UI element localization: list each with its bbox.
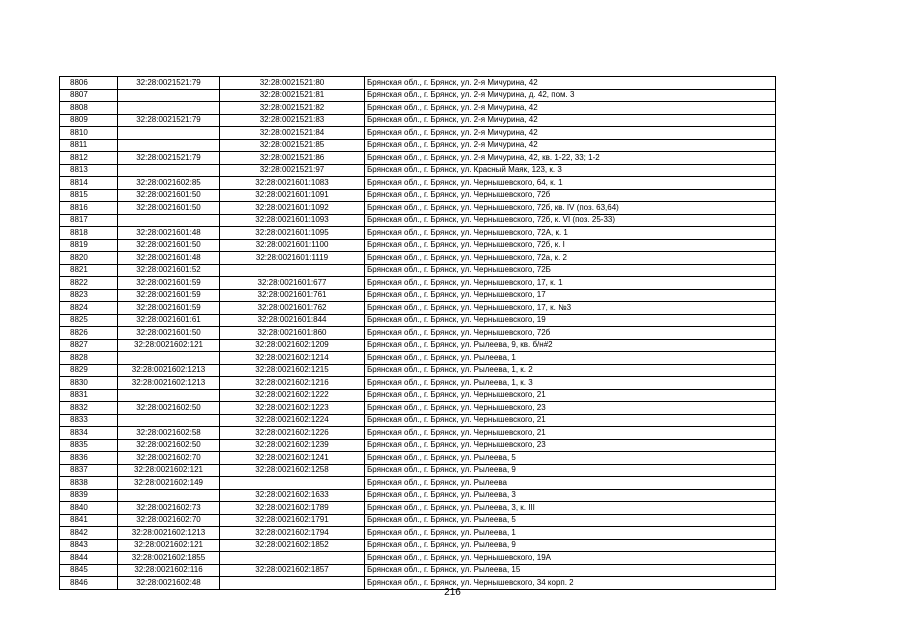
table-row <box>60 252 776 265</box>
table-row <box>60 214 776 227</box>
row-number-cell: 8809 <box>60 114 118 127</box>
table-row <box>60 377 776 390</box>
cadastral-number-cell: 32:28:0021601:677 <box>220 277 365 290</box>
address-cell: Брянская обл., г. Брянск, ул. 2-я Мичурина, 42, кв. 1-22, 33; 1-2 <box>365 152 776 165</box>
table-row <box>60 202 776 215</box>
row-number-cell: 8821 <box>60 264 118 277</box>
cadastral-number-cell: 32:28:0021602:1216 <box>220 377 365 390</box>
table-row <box>60 452 776 465</box>
address-cell: Брянская обл., г. Брянск, ул. 2-я Мичурина, 42 <box>365 139 776 152</box>
parent-cadastral-number-cell: 32:28:0021601:50 <box>118 202 220 215</box>
cadastral-number-cell: 32:28:0021602:1258 <box>220 464 365 477</box>
parent-cadastral-number-cell: 32:28:0021602:73 <box>118 502 220 515</box>
table-row <box>60 289 776 302</box>
address-cell: Брянская обл., г. Брянск, ул. Чернышевского, 72б <box>365 327 776 340</box>
cadastral-number-cell: 32:28:0021601:1093 <box>220 214 365 227</box>
cadastral-number-cell: 32:28:0021602:1224 <box>220 414 365 427</box>
row-number-cell: 8841 <box>60 514 118 527</box>
table-row <box>60 239 776 252</box>
parent-cadastral-number-cell: 32:28:0021602:70 <box>118 514 220 527</box>
address-cell: Брянская обл., г. Брянск, ул. Чернышевского, 72Б <box>365 264 776 277</box>
row-number-cell: 8837 <box>60 464 118 477</box>
address-cell: Брянская обл., г. Брянск, ул. 2-я Мичурина, 42 <box>365 102 776 115</box>
row-number-cell: 8846 <box>60 577 118 590</box>
cadastral-number-cell: 32:28:0021602:1791 <box>220 514 365 527</box>
parent-cadastral-number-cell: 32:28:0021602:1213 <box>118 527 220 540</box>
parent-cadastral-number-cell: 32:28:0021602:121 <box>118 464 220 477</box>
table-row <box>60 227 776 240</box>
cadastral-number-cell: 32:28:0021602:1857 <box>220 564 365 577</box>
table-row <box>60 77 776 90</box>
address-cell: Брянская обл., г. Брянск, ул. Чернышевского, 72б <box>365 189 776 202</box>
row-number-cell: 8810 <box>60 127 118 140</box>
address-cell: Брянская обл., г. Брянск, ул. Чернышевского, 21 <box>365 414 776 427</box>
address-cell: Брянская обл., г. Брянск, ул. Рылеева, 3, к. III <box>365 502 776 515</box>
address-cell: Брянская обл., г. Брянск, ул. Чернышевского, 19А <box>365 552 776 565</box>
address-cell: Брянская обл., г. Брянск, ул. Чернышевского, 72б, к. VI (поз. 25-33) <box>365 214 776 227</box>
cadastral-number-cell: 32:28:0021602:1226 <box>220 427 365 440</box>
row-number-cell: 8845 <box>60 564 118 577</box>
address-cell: Брянская обл., г. Брянск, ул. Рылеева, 1 <box>365 352 776 365</box>
address-cell: Брянская обл., г. Брянск, ул. Чернышевского, 72А, к. 1 <box>365 227 776 240</box>
table-row <box>60 514 776 527</box>
row-number-cell: 8839 <box>60 489 118 502</box>
table-row <box>60 564 776 577</box>
parent-cadastral-number-cell: 32:28:0021601:59 <box>118 302 220 315</box>
address-cell: Брянская обл., г. Брянск, ул. 2-я Мичурина, 42 <box>365 77 776 90</box>
parent-cadastral-number-cell: 32:28:0021521:79 <box>118 77 220 90</box>
address-cell: Брянская обл., г. Брянск, ул. Чернышевского, 17, к. 1 <box>365 277 776 290</box>
parent-cadastral-number-cell: 32:28:0021601:59 <box>118 289 220 302</box>
address-cell: Брянская обл., г. Брянск, ул. Чернышевского, 19 <box>365 314 776 327</box>
parent-cadastral-number-cell: 32:28:0021602:121 <box>118 539 220 552</box>
row-number-cell: 8817 <box>60 214 118 227</box>
cadastral-number-cell: 32:28:0021601:1092 <box>220 202 365 215</box>
address-cell: Брянская обл., г. Брянск, ул. Чернышевского, 23 <box>365 439 776 452</box>
cadastral-number-cell: 32:28:0021601:762 <box>220 302 365 315</box>
parent-cadastral-number-cell: 32:28:0021602:116 <box>118 564 220 577</box>
cadastral-number-cell: 32:28:0021602:1209 <box>220 339 365 352</box>
parent-cadastral-number-cell: 32:28:0021601:59 <box>118 277 220 290</box>
address-cell: Брянская обл., г. Брянск, ул. Рылеева <box>365 477 776 490</box>
row-number-cell: 8843 <box>60 539 118 552</box>
table-row <box>60 177 776 190</box>
address-cell: Брянская обл., г. Брянск, ул. Чернышевского, 17, к. №3 <box>365 302 776 315</box>
cadastral-number-cell: 32:28:0021601:1091 <box>220 189 365 202</box>
row-number-cell: 8816 <box>60 202 118 215</box>
cadastral-number-cell: 32:28:0021602:1789 <box>220 502 365 515</box>
cadastral-number-cell: 32:28:0021602:1852 <box>220 539 365 552</box>
row-number-cell: 8834 <box>60 427 118 440</box>
row-number-cell: 8830 <box>60 377 118 390</box>
cadastral-number-cell: 32:28:0021601:761 <box>220 289 365 302</box>
row-number-cell: 8844 <box>60 552 118 565</box>
cadastral-number-cell <box>220 552 365 565</box>
row-number-cell: 8814 <box>60 177 118 190</box>
row-number-cell: 8807 <box>60 89 118 102</box>
table-row <box>60 477 776 490</box>
address-cell: Брянская обл., г. Брянск, ул. Чернышевского, 64, к. 1 <box>365 177 776 190</box>
table-row <box>60 389 776 402</box>
page-number: 216 <box>444 587 461 598</box>
address-cell: Брянская обл., г. Брянск, ул. Красный Маяк, 123, к. 3 <box>365 164 776 177</box>
table-row <box>60 502 776 515</box>
cadastral-number-cell: 32:28:0021602:1222 <box>220 389 365 402</box>
parent-cadastral-number-cell <box>118 102 220 115</box>
parent-cadastral-number-cell <box>118 414 220 427</box>
parent-cadastral-number-cell: 32:28:0021602:149 <box>118 477 220 490</box>
parent-cadastral-number-cell: 32:28:0021602:50 <box>118 402 220 415</box>
address-cell: Брянская обл., г. Брянск, ул. Рылеева, 5 <box>365 514 776 527</box>
cadastral-number-cell: 32:28:0021602:1794 <box>220 527 365 540</box>
table-row <box>60 302 776 315</box>
property-table <box>59 76 776 590</box>
table-row <box>60 114 776 127</box>
parent-cadastral-number-cell: 32:28:0021602:70 <box>118 452 220 465</box>
parent-cadastral-number-cell: 32:28:0021601:61 <box>118 314 220 327</box>
parent-cadastral-number-cell <box>118 489 220 502</box>
table-row <box>60 89 776 102</box>
row-number-cell: 8827 <box>60 339 118 352</box>
address-cell: Брянская обл., г. Брянск, ул. Чернышевского, 21 <box>365 389 776 402</box>
property-table-body <box>60 77 776 590</box>
row-number-cell: 8835 <box>60 439 118 452</box>
row-number-cell: 8823 <box>60 289 118 302</box>
parent-cadastral-number-cell: 32:28:0021602:50 <box>118 439 220 452</box>
address-cell: Брянская обл., г. Брянск, ул. 2-я Мичурина, 42 <box>365 114 776 127</box>
row-number-cell: 8815 <box>60 189 118 202</box>
cadastral-number-cell: 32:28:0021602:1214 <box>220 352 365 365</box>
address-cell: Брянская обл., г. Брянск, ул. Чернышевского, 72б, кв. IV (поз. 63,64) <box>365 202 776 215</box>
address-cell: Брянская обл., г. Брянск, ул. Рылеева, 3 <box>365 489 776 502</box>
parent-cadastral-number-cell <box>118 127 220 140</box>
cadastral-number-cell: 32:28:0021521:82 <box>220 102 365 115</box>
table-row <box>60 127 776 140</box>
parent-cadastral-number-cell: 32:28:0021601:50 <box>118 239 220 252</box>
parent-cadastral-number-cell <box>118 89 220 102</box>
cadastral-number-cell: 32:28:0021521:85 <box>220 139 365 152</box>
row-number-cell: 8833 <box>60 414 118 427</box>
table-row <box>60 139 776 152</box>
row-number-cell: 8819 <box>60 239 118 252</box>
address-cell: Брянская обл., г. Брянск, ул. Рылеева, 15 <box>365 564 776 577</box>
cadastral-number-cell: 32:28:0021521:81 <box>220 89 365 102</box>
table-row <box>60 352 776 365</box>
parent-cadastral-number-cell <box>118 389 220 402</box>
parent-cadastral-number-cell: 32:28:0021602:58 <box>118 427 220 440</box>
row-number-cell: 8812 <box>60 152 118 165</box>
table-row <box>60 189 776 202</box>
row-number-cell: 8828 <box>60 352 118 365</box>
row-number-cell: 8822 <box>60 277 118 290</box>
parent-cadastral-number-cell: 32:28:0021602:1855 <box>118 552 220 565</box>
row-number-cell: 8840 <box>60 502 118 515</box>
cadastral-number-cell <box>220 477 365 490</box>
table-row <box>60 439 776 452</box>
parent-cadastral-number-cell: 32:28:0021602:121 <box>118 339 220 352</box>
table-row <box>60 527 776 540</box>
row-number-cell: 8829 <box>60 364 118 377</box>
address-cell: Брянская обл., г. Брянск, ул. Чернышевского, 17 <box>365 289 776 302</box>
cadastral-number-cell: 32:28:0021521:84 <box>220 127 365 140</box>
cadastral-number-cell: 32:28:0021521:83 <box>220 114 365 127</box>
parent-cadastral-number-cell: 32:28:0021601:48 <box>118 252 220 265</box>
row-number-cell: 8836 <box>60 452 118 465</box>
address-cell: Брянская обл., г. Брянск, ул. Рылеева, 1 <box>365 527 776 540</box>
cadastral-number-cell: 32:28:0021521:86 <box>220 152 365 165</box>
parent-cadastral-number-cell: 32:28:0021602:85 <box>118 177 220 190</box>
parent-cadastral-number-cell: 32:28:0021602:1213 <box>118 364 220 377</box>
parent-cadastral-number-cell: 32:28:0021602:48 <box>118 577 220 590</box>
address-cell: Брянская обл., г. Брянск, ул. Чернышевского, 21 <box>365 427 776 440</box>
table-row <box>60 539 776 552</box>
cadastral-number-cell: 32:28:0021601:1095 <box>220 227 365 240</box>
address-cell: Брянская обл., г. Брянск, ул. Рылеева, 9 <box>365 464 776 477</box>
row-number-cell: 8806 <box>60 77 118 90</box>
row-number-cell: 8824 <box>60 302 118 315</box>
cadastral-number-cell: 32:28:0021602:1239 <box>220 439 365 452</box>
table-row <box>60 464 776 477</box>
table-row <box>60 402 776 415</box>
table-row <box>60 364 776 377</box>
table-row <box>60 164 776 177</box>
table-row <box>60 552 776 565</box>
table-row <box>60 427 776 440</box>
address-cell: Брянская обл., г. Брянск, ул. Чернышевского, 72б, к. I <box>365 239 776 252</box>
address-cell: Брянская обл., г. Брянск, ул. Рылеева, 5 <box>365 452 776 465</box>
parent-cadastral-number-cell: 32:28:0021601:50 <box>118 327 220 340</box>
cadastral-number-cell: 32:28:0021601:1083 <box>220 177 365 190</box>
row-number-cell: 8832 <box>60 402 118 415</box>
row-number-cell: 8842 <box>60 527 118 540</box>
cadastral-number-cell: 32:28:0021602:1633 <box>220 489 365 502</box>
address-cell: Брянская обл., г. Брянск, ул. 2-я Мичурина, д. 42, пом. 3 <box>365 89 776 102</box>
parent-cadastral-number-cell: 32:28:0021601:48 <box>118 227 220 240</box>
parent-cadastral-number-cell: 32:28:0021521:79 <box>118 152 220 165</box>
cadastral-number-cell: 32:28:0021521:97 <box>220 164 365 177</box>
parent-cadastral-number-cell <box>118 214 220 227</box>
address-cell: Брянская обл., г. Брянск, ул. Рылеева, 9 <box>365 539 776 552</box>
address-cell: Брянская обл., г. Брянск, ул. Чернышевского, 23 <box>365 402 776 415</box>
address-cell: Брянская обл., г. Брянск, ул. Чернышевского, 34 корп. 2 <box>365 577 776 590</box>
parent-cadastral-number-cell <box>118 164 220 177</box>
row-number-cell: 8818 <box>60 227 118 240</box>
cadastral-number-cell <box>220 264 365 277</box>
parent-cadastral-number-cell: 32:28:0021601:50 <box>118 189 220 202</box>
address-cell: Брянская обл., г. Брянск, ул. Чернышевского, 72а, к. 2 <box>365 252 776 265</box>
row-number-cell: 8811 <box>60 139 118 152</box>
table-row <box>60 414 776 427</box>
parent-cadastral-number-cell <box>118 352 220 365</box>
cadastral-number-cell: 32:28:0021521:80 <box>220 77 365 90</box>
table-row <box>60 152 776 165</box>
row-number-cell: 8831 <box>60 389 118 402</box>
table-row <box>60 489 776 502</box>
cadastral-number-cell: 32:28:0021602:1223 <box>220 402 365 415</box>
parent-cadastral-number-cell <box>118 139 220 152</box>
row-number-cell: 8813 <box>60 164 118 177</box>
address-cell: Брянская обл., г. Брянск, ул. Рылеева, 9, кв. б/н#2 <box>365 339 776 352</box>
cadastral-number-cell: 32:28:0021602:1241 <box>220 452 365 465</box>
table-row <box>60 314 776 327</box>
row-number-cell: 8825 <box>60 314 118 327</box>
parent-cadastral-number-cell: 32:28:0021521:79 <box>118 114 220 127</box>
row-number-cell: 8808 <box>60 102 118 115</box>
parent-cadastral-number-cell: 32:28:0021601:52 <box>118 264 220 277</box>
cadastral-number-cell: 32:28:0021601:1119 <box>220 252 365 265</box>
cadastral-number-cell: 32:28:0021601:1100 <box>220 239 365 252</box>
cadastral-number-cell: 32:28:0021601:860 <box>220 327 365 340</box>
address-cell: Брянская обл., г. Брянск, ул. 2-я Мичурина, 42 <box>365 127 776 140</box>
table-row <box>60 277 776 290</box>
address-cell: Брянская обл., г. Брянск, ул. Рылеева, 1, к. 3 <box>365 377 776 390</box>
parent-cadastral-number-cell: 32:28:0021602:1213 <box>118 377 220 390</box>
table-row <box>60 264 776 277</box>
table-row <box>60 102 776 115</box>
cadastral-number-cell: 32:28:0021601:844 <box>220 314 365 327</box>
row-number-cell: 8826 <box>60 327 118 340</box>
table-row <box>60 327 776 340</box>
row-number-cell: 8838 <box>60 477 118 490</box>
row-number-cell: 8820 <box>60 252 118 265</box>
cadastral-number-cell: 32:28:0021602:1215 <box>220 364 365 377</box>
address-cell: Брянская обл., г. Брянск, ул. Рылеева, 1, к. 2 <box>365 364 776 377</box>
table-row <box>60 339 776 352</box>
